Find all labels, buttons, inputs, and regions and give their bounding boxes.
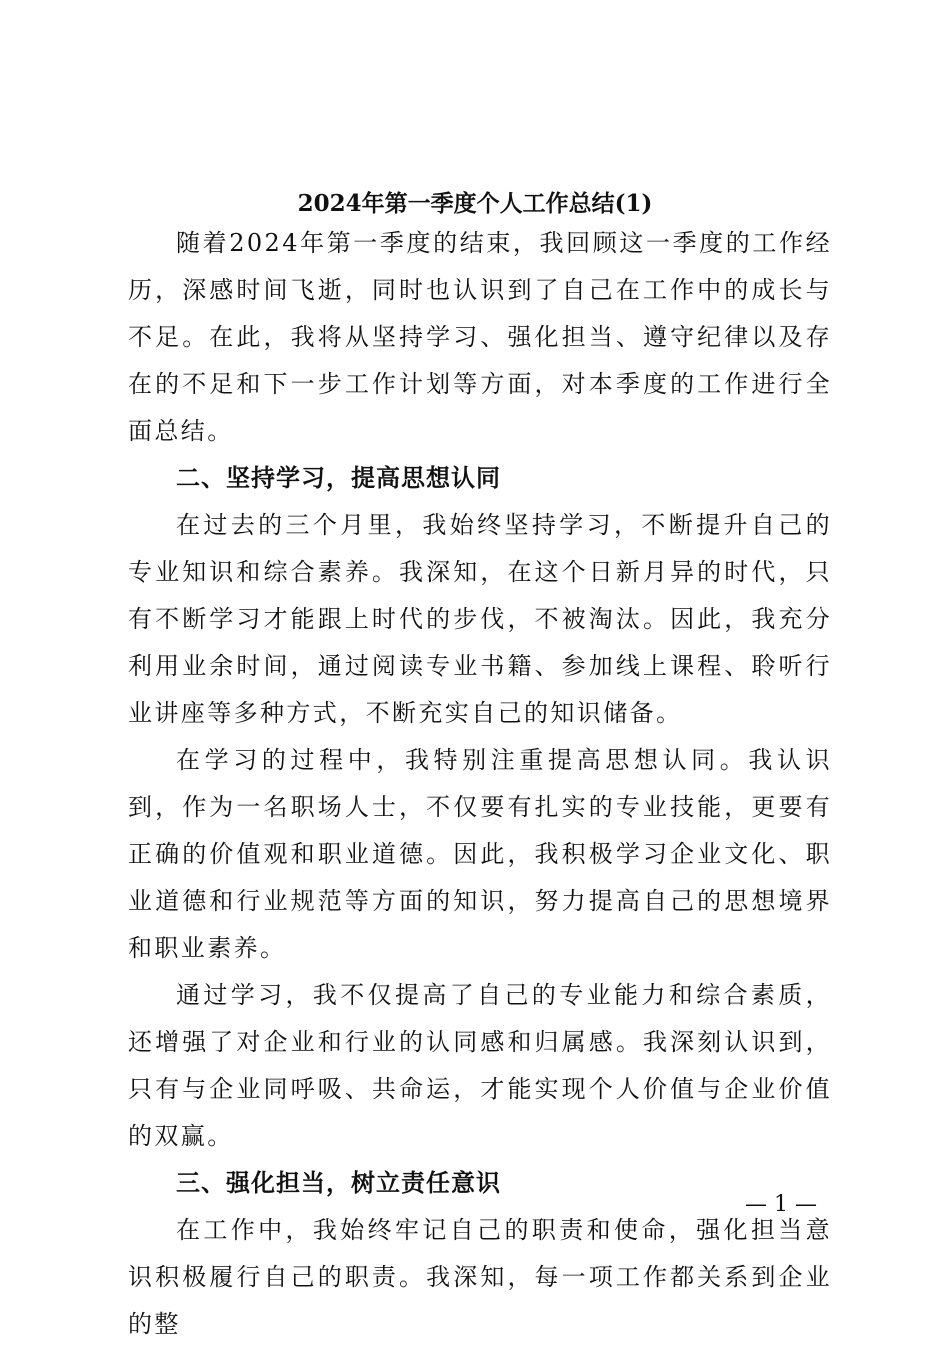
section-heading-responsibility: 三、强化担当，树立责任意识 [176, 1169, 501, 1197]
paragraph: 在学习的过程中，我特别注重提高思想认同。我认识到，作为一名职场人士，不仅要有扎实的专业技能，更要有正确的价值观和职业道德。因此，我积极学习企业文化、职业道德和行业规范等方面的知识，努力提高自己的思想境界和职业素养。 [128, 746, 832, 962]
document-title: 2024年第一季度个人工作总结(1) [297, 190, 653, 217]
section-heading-study: 二、坚持学习，提高思想认同 [176, 464, 501, 492]
paragraph: 通过学习，我不仅提高了自己的专业能力和综合素质，还增强了对企业和行业的认同感和归属感。我深刻认识到，只有与企业同呼吸、共命运，才能实现个人价值与企业价值的双赢。 [128, 981, 832, 1150]
paragraph: 在过去的三个月里，我始终坚持学习，不断提升自己的专业知识和综合素养。我深知，在这个日新月异的时代，只有不断学习才能跟上时代的步伐，不被淘汰。因此，我充分利用业余时间，通过阅读专业书籍、参加线上课程、聆听行业讲座等多种方式，不断充实自己的知识储备。 [128, 511, 832, 727]
paragraph: 在工作中，我始终牢记自己的职责和使命，强化担当意识积极履行自己的职责。我深知，每一项工作都关系到企业的整 [128, 1216, 832, 1338]
intro-paragraph: 随着2024年第一季度的结束，我回顾这一季度的工作经历，深感时间飞逝，同时也认识到了自己在工作中的成长与不足。在此，我将从坚持学习、强化担当、遵守纪律以及存在的不足和下一步工作计划等方面，对本季度的工作进行全面总结。 [128, 229, 832, 445]
document-body [128, 220, 832, 1348]
page-number: — 1 — [745, 1192, 817, 1217]
